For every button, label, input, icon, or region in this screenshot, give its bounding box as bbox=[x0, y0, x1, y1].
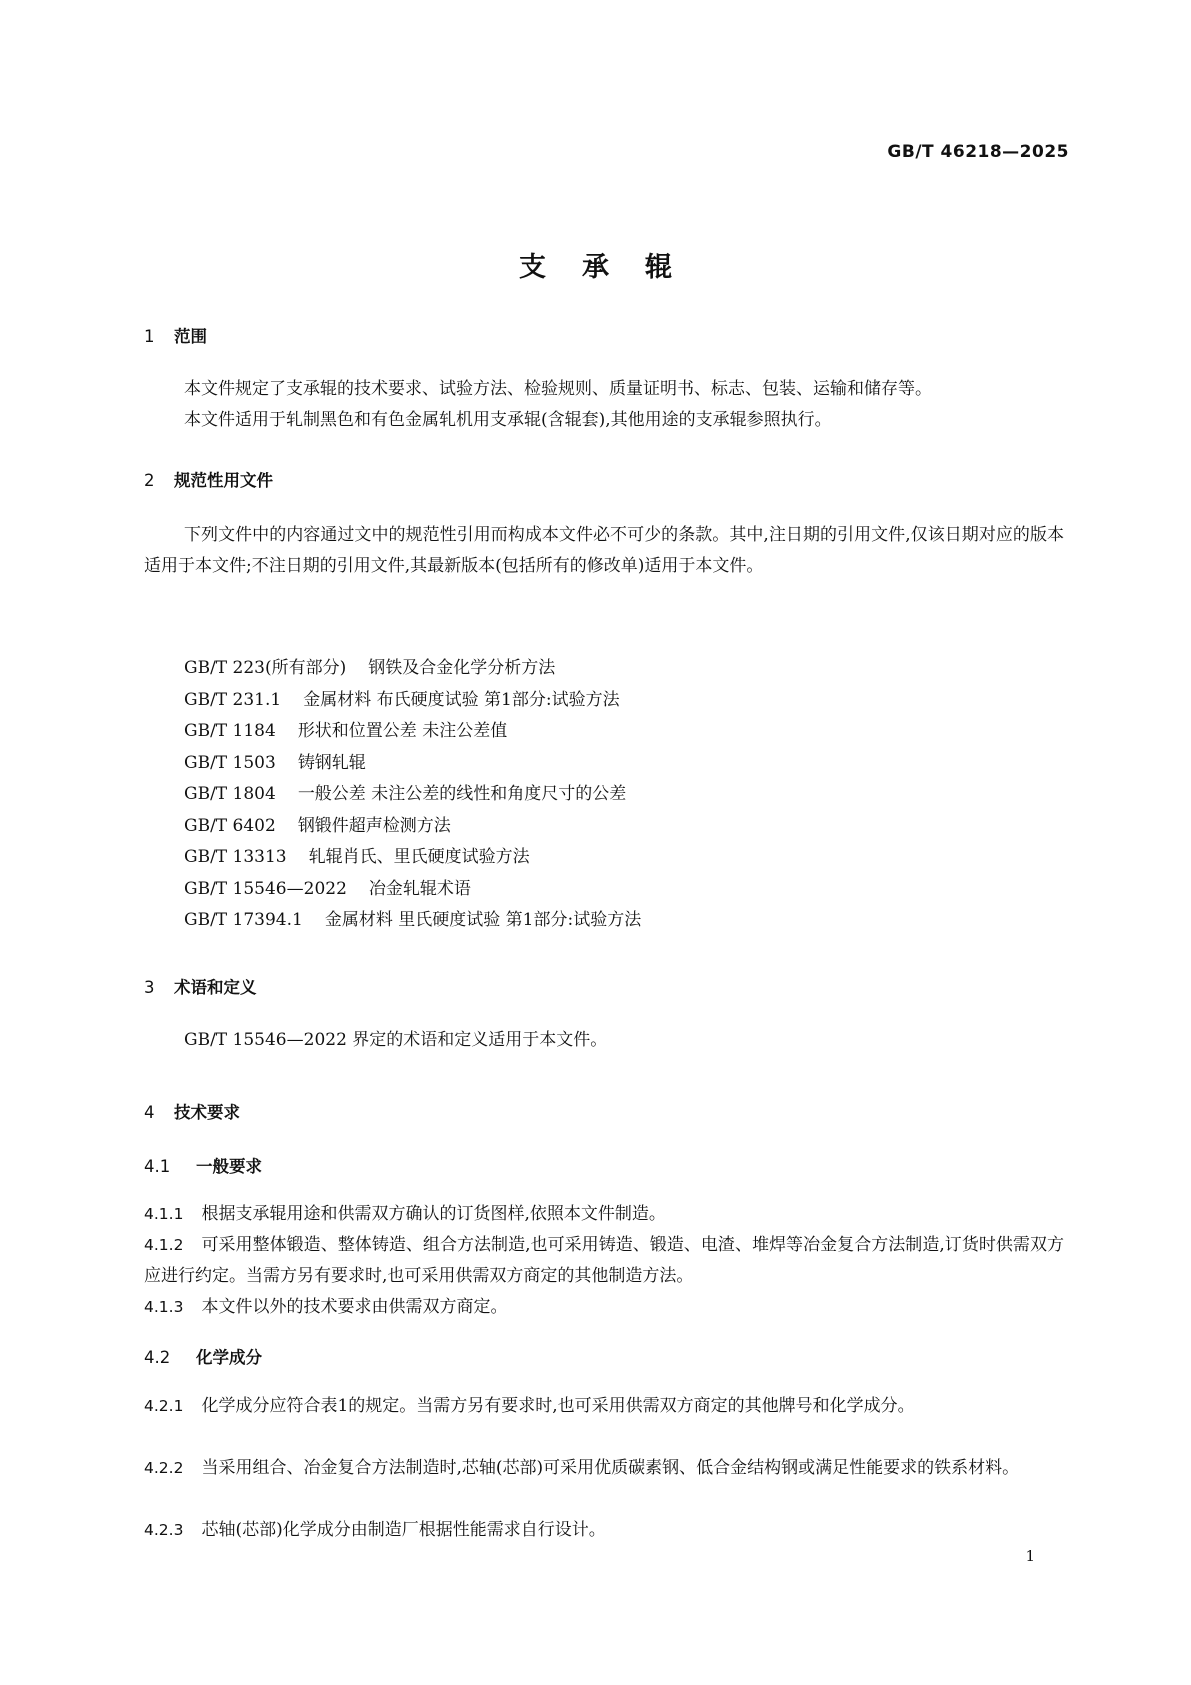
clause-text: 化学成分应符合表1的规定。当需方另有要求时,也可采用供需双方商定的其他牌号和化学成分。 bbox=[201, 1396, 915, 1416]
reference-item bbox=[184, 716, 641, 748]
section-number: 3 bbox=[144, 978, 155, 997]
section-1-heading bbox=[144, 323, 207, 347]
clause-number: 4.2.3 bbox=[144, 1521, 184, 1539]
clause-text: 当采用组合、冶金复合方法制造时,芯轴(芯部)可采用优质碳素钢、低合金结构钢或满足性能要求的铁系材料。 bbox=[201, 1458, 1020, 1478]
clause-number: 4.1.3 bbox=[144, 1298, 184, 1316]
terms-paragraph: GB/T 15546—2022 界定的术语和定义适用于本文件。 bbox=[184, 1030, 608, 1050]
reference-code: GB/T 17394.1 bbox=[184, 910, 303, 930]
reference-code: GB/T 231.1 bbox=[184, 689, 282, 710]
section-number: 4 bbox=[144, 1103, 155, 1122]
clause-4-2-1 bbox=[144, 1391, 1064, 1422]
section-4-2-heading bbox=[144, 1344, 262, 1368]
clause-text: 可采用整体锻造、整体铸造、组合方法制造,也可采用铸造、锻造、电渣、堆焊等冶金复合方法制造,订货时供需双方应进行约定。当需方另有要求时,也可采用供需双方商定的其他制造方法。 bbox=[144, 1235, 1064, 1286]
reference-code: GB/T 13313 bbox=[184, 847, 287, 867]
reference-code: GB/T 15546—2022 bbox=[184, 878, 347, 899]
reference-item bbox=[184, 653, 641, 685]
clause-number: 4.2.1 bbox=[144, 1397, 184, 1415]
clause-4-2-2 bbox=[144, 1453, 1064, 1484]
reference-item bbox=[184, 811, 641, 843]
section-title: 术语和定义 bbox=[174, 978, 257, 997]
clause-text: 芯轴(芯部)化学成分由制造厂根据性能需求自行设计。 bbox=[201, 1520, 606, 1540]
clause-number: 4.1.1 bbox=[144, 1205, 184, 1223]
section-2-heading bbox=[144, 467, 273, 491]
reference-code: GB/T 1804 bbox=[184, 784, 276, 804]
section-title: 化学成分 bbox=[196, 1348, 262, 1367]
section-number: 2 bbox=[144, 471, 155, 490]
clause-number: 4.2.2 bbox=[144, 1459, 184, 1477]
reference-code: GB/T 1503 bbox=[184, 752, 276, 773]
section-number: 4.2 bbox=[144, 1348, 171, 1367]
reference-code: GB/T 6402 bbox=[184, 815, 276, 836]
reference-title: 冶金轧辊术语 bbox=[368, 878, 471, 899]
reference-item bbox=[184, 874, 641, 906]
section-number: 1 bbox=[144, 327, 155, 346]
scope-paragraph-2: 本文件适用于轧制黑色和有色金属轧机用支承辊(含辊套),其他用途的支承辊参照执行。 bbox=[184, 410, 832, 430]
reference-item bbox=[184, 905, 641, 937]
normative-intro: 下列文件中的内容通过文中的规范性引用而构成本文件必不可少的条款。其中,注日期的引用文件,仅该日期对应的版本适用于本文件;不注日期的引用文件,其最新版本(包括所有的修改单)适用于本文件。 bbox=[144, 525, 1064, 576]
clause-number: 4.1.2 bbox=[144, 1236, 184, 1254]
section-title: 技术要求 bbox=[174, 1103, 240, 1122]
clause-text: 本文件以外的技术要求由供需双方商定。 bbox=[201, 1297, 508, 1317]
standard-number: GB/T 46218—2025 bbox=[887, 142, 1069, 162]
reference-title: 金属材料 里氏硬度试验 第1部分:试验方法 bbox=[324, 910, 642, 930]
section-4-1-heading bbox=[144, 1153, 262, 1177]
reference-item bbox=[184, 748, 641, 780]
clause-4-1-3 bbox=[144, 1292, 1064, 1323]
section-title: 一般要求 bbox=[196, 1157, 262, 1176]
section-3-heading bbox=[144, 974, 257, 998]
reference-item bbox=[184, 842, 641, 874]
reference-item bbox=[184, 685, 641, 717]
reference-title: 一般公差 未注公差的线性和角度尺寸的公差 bbox=[297, 784, 627, 804]
reference-title: 金属材料 布氏硬度试验 第1部分:试验方法 bbox=[303, 689, 620, 710]
clause-4-1-1 bbox=[144, 1199, 1064, 1230]
clause-4-1-2 bbox=[144, 1230, 1064, 1292]
section-title: 规范性用文件 bbox=[174, 471, 273, 490]
reference-list bbox=[184, 653, 641, 937]
reference-title: 钢铁及合金化学分析方法 bbox=[368, 658, 556, 678]
scope-paragraph-1: 本文件规定了支承辊的技术要求、试验方法、检验规则、质量证明书、标志、包装、运输和储存等。 bbox=[184, 379, 932, 399]
reference-title: 钢锻件超声检测方法 bbox=[297, 815, 451, 836]
reference-title: 轧辊肖氏、里氏硬度试验方法 bbox=[308, 847, 530, 867]
reference-title: 形状和位置公差 未注公差值 bbox=[297, 721, 508, 741]
reference-code: GB/T 1184 bbox=[184, 721, 276, 741]
reference-title: 铸钢轧辊 bbox=[297, 752, 366, 773]
section-number: 4.1 bbox=[144, 1157, 171, 1176]
reference-code: GB/T 223(所有部分) bbox=[184, 658, 347, 678]
reference-item bbox=[184, 779, 641, 811]
clause-text: 根据支承辊用途和供需双方确认的订货图样,依照本文件制造。 bbox=[201, 1204, 666, 1224]
document-title: 支承辊 bbox=[519, 252, 708, 283]
page-number: 1 bbox=[1025, 1547, 1035, 1565]
section-4-heading bbox=[144, 1099, 240, 1123]
section-title: 范围 bbox=[174, 327, 207, 346]
clause-4-2-3 bbox=[144, 1515, 1064, 1546]
